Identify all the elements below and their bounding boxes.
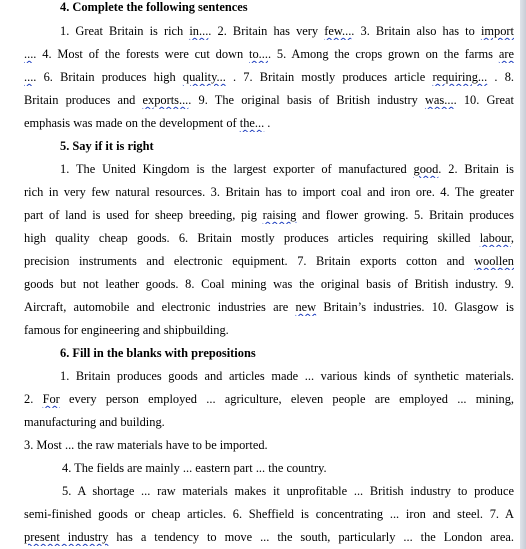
section-4-line-2: .... 4. Most of the forests were cut down to.... 5. Among the crops grown on the farms are	[24, 47, 514, 61]
section-6-line-4: 3. Most ... the raw materials have to be imported.	[24, 438, 268, 452]
section-5-line-2: rich in very few natural resources. 3. Britain has to import coal and iron ore. 4. The greater	[24, 185, 514, 199]
section-5-line-8: famous for engineering and shipbuilding.	[24, 323, 229, 337]
section-5-line-6: goods but not leather goods. 8. Coal mining was the original basis of British industry. 9.	[24, 277, 514, 291]
section-4-heading: 4. Complete the following sentences	[60, 0, 248, 14]
section-5-heading: 5. Say if it is right	[60, 139, 154, 153]
section-6-heading: 6. Fill in the blanks with prepositions	[60, 346, 256, 360]
section-6-line-7: semi-finished goods or cheap articles. 6. Sheffield is concentrating ... iron and steel. 7. A	[24, 507, 514, 521]
section-6-line-2: 2. For every person employed ... agriculture, eleven people are employed ... mining,	[24, 392, 514, 406]
section-6-line-3: manufacturing and building.	[24, 415, 165, 429]
section-4-line-4: Britain produces and exports.... 9. The original basis of British industry was.... 10. Great	[24, 93, 514, 107]
section-5-line-3: part of land is used for sheep breeding, pig raising and flower growing. 5. Britain produces	[24, 208, 514, 222]
section-5-line-5: precision instruments and electronic equipment. 7. Britain exports cotton and woollen	[24, 254, 514, 268]
section-4-line-5: emphasis was made on the development of the... .	[24, 116, 271, 130]
section-5-line-1: 1. The United Kingdom is the largest exporter of manufactured good. 2. Britain is	[60, 162, 514, 176]
section-6-line-1: 1. Britain produces goods and articles made ... various kinds of synthetic materials.	[60, 369, 514, 383]
section-4-line-3: .... 6. Britain produces high quality... . 7. Britain mostly produces article requiring... . 8.	[24, 70, 514, 84]
section-5-line-4: high quality cheap goods. 6. Britain mostly produces articles requiring skilled labour,	[24, 231, 514, 245]
section-6-line-5: 4. The fields are mainly ... eastern part ... the country.	[62, 461, 327, 475]
section-4-line-1: 1. Great Britain is rich in.... 2. Britain has very few.... 3. Britain also has to import	[60, 24, 514, 38]
section-6-line-6: 5. A shortage ... raw materials makes it unprofitable ... British industry to produce	[62, 484, 514, 498]
section-6-line-8: present industry has a tendency to move ... the south, particularly ... the London area.	[24, 530, 514, 544]
window-edge	[520, 0, 526, 549]
section-5-line-7: Aircraft, automobile and electronic industries are new Britain’s industries. 10. Glasgow is	[24, 300, 514, 314]
